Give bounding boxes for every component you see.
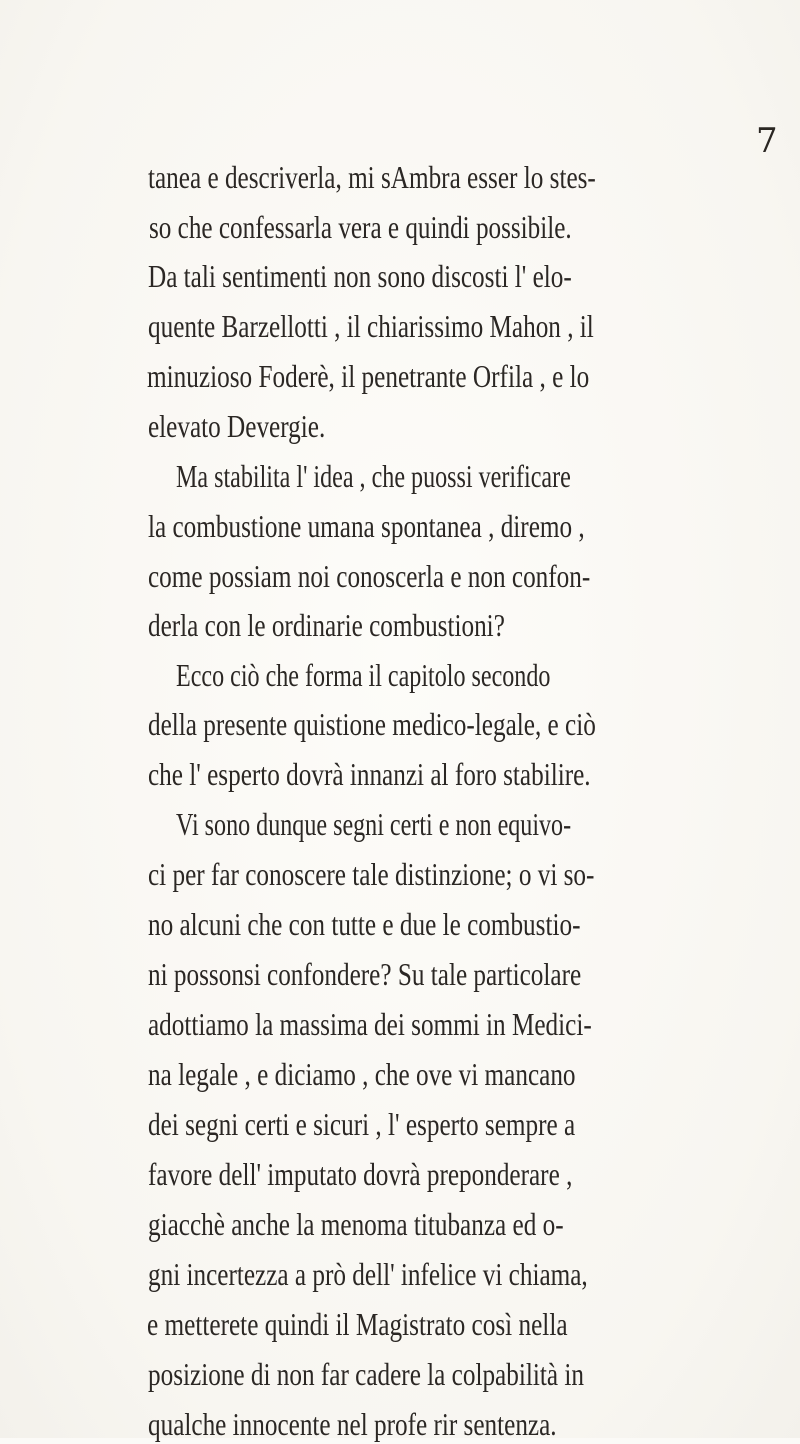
- text-line: gni incertezza a prò dell' infelice vi chiama,: [148, 1256, 588, 1292]
- text-line: la combustione umana spontanea , diremo ,: [148, 508, 585, 544]
- text-line: qualche innocente nel profe rir sentenza.: [148, 1406, 557, 1442]
- text-line: come possiam noi conoscerla e non confon-: [148, 558, 591, 594]
- text-line: che l' esperto dovrà innanzi al foro stabilire.: [148, 756, 591, 792]
- page-number: 7: [756, 121, 778, 161]
- text-line: adottiamo la massima dei sommi in Medici-: [148, 1006, 592, 1042]
- text-line: posizione di non far cadere la colpabilità in: [148, 1356, 584, 1392]
- text-line: tanea e descriverla, mi sAmbra esser lo stes-: [148, 159, 596, 195]
- text-line: Ma stabilita l' idea , che puossi verificare: [176, 458, 571, 494]
- text-line: minuzioso Foderè, il penetrante Orfila , e lo: [147, 358, 590, 394]
- text-line: della presente quistione medico-legale, e ciò: [148, 706, 596, 742]
- text-line: na legale , e diciamo , che ove vi mancano: [148, 1056, 576, 1092]
- text-line: giacchè anche la menoma titubanza ed o-: [148, 1206, 564, 1242]
- text-line: favore dell' imputato dovrà preponderare ,: [148, 1156, 573, 1192]
- text-line: derla con le ordinarie combustioni?: [148, 607, 505, 643]
- text-line: Ecco ciò che forma il capitolo secondo: [176, 657, 551, 693]
- text-line: dei segni certi e sicuri , l' esperto sempre a: [148, 1106, 576, 1142]
- text-line: ci per far conoscere tale distinzione; o vi so-: [148, 856, 595, 892]
- text-line: so che confessarla vera e quindi possibile.: [149, 209, 572, 245]
- text-line: Da tali sentimenti non sono discosti l' elo-: [148, 258, 572, 294]
- text-line: Vi sono dunque segni certi e non equivo-: [176, 806, 572, 842]
- text-line: no alcuni che con tutte e due le combustio-: [148, 906, 581, 942]
- text-line: elevato Devergie.: [148, 408, 326, 444]
- text-line: ni possonsi confondere? Su tale particolare: [148, 956, 582, 992]
- text-line: e metterete quindi il Magistrato così nella: [147, 1306, 568, 1342]
- text-line: quente Barzellotti , il chiarissimo Mahon , il: [148, 308, 594, 344]
